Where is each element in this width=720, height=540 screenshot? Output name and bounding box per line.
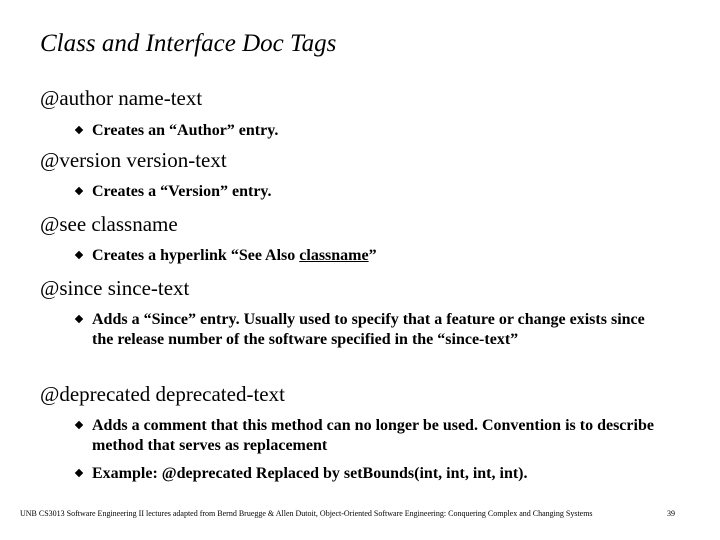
diamond-bullet-icon [75, 126, 83, 134]
bullet-text: Creates an “Author” entry. [92, 122, 279, 139]
tag-version: @version version-text [40, 148, 227, 172]
tag-deprecated: @deprecated deprecated-text [40, 382, 285, 406]
diamond-bullet-icon [75, 187, 83, 195]
tag-since: @since since-text [40, 276, 190, 300]
bullet-text: Adds a “Since” entry. Usually used to specify that a feature or change exists since the release number of the software specified in the “since-text” [92, 311, 645, 348]
bullet-text: Creates a “Version” entry. [92, 183, 272, 200]
bullet-deprecated-1 [76, 416, 656, 456]
bullet-text: Example: @deprecated Replaced by setBounds(int, int, int, int). [92, 465, 528, 482]
bullet-text-before: Creates a hyperlink “See Also [92, 247, 300, 264]
bullet-text [92, 246, 656, 266]
bullet-see-1 [76, 246, 656, 266]
bullet-since-1 [76, 310, 656, 350]
tag-see: @see classname [40, 212, 178, 236]
diamond-bullet-icon [75, 251, 83, 259]
page-number: 39 [667, 509, 675, 518]
slide-title: Class and Interface Doc Tags [40, 30, 337, 57]
diamond-bullet-icon [75, 421, 83, 429]
bullet-author-1 [76, 121, 656, 141]
bullet-text: Adds a comment that this method can no longer be used. Convention is to describe method that serves as replacement [92, 417, 654, 454]
diamond-bullet-icon [75, 469, 83, 477]
bullet-deprecated-2 [76, 464, 656, 484]
footer-citation: UNB CS3013 Software Engineering II lectures adapted from Bernd Bruegge & Allen Dutoit, Object-Oriented Software Engineering: Conquering Complex and Changing Systems [20, 509, 593, 518]
diamond-bullet-icon [75, 315, 83, 323]
tag-author: @author name-text [40, 86, 203, 110]
bullet-version-1 [76, 182, 656, 202]
classname-link[interactable]: classname [299, 247, 369, 264]
bullet-text-after: ” [368, 247, 377, 264]
